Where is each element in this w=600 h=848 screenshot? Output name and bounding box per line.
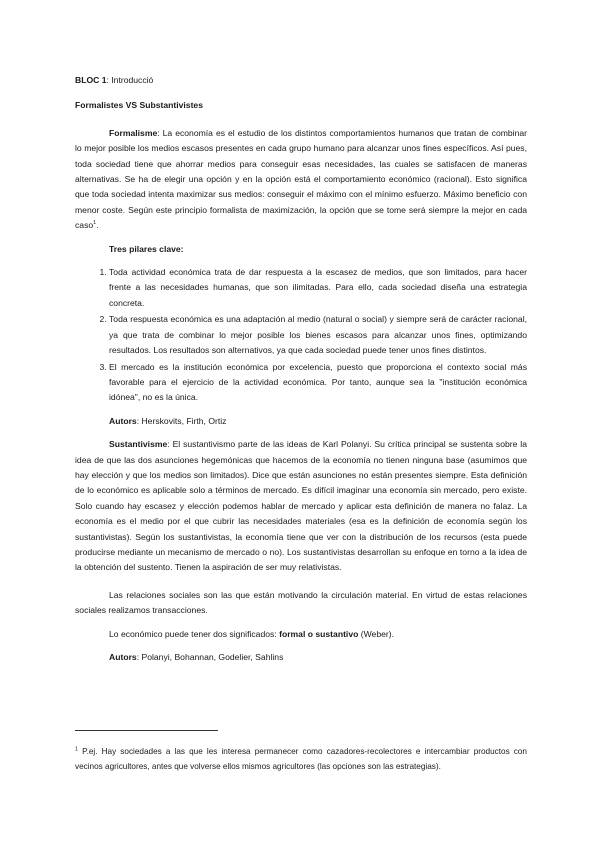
block-title bbox=[75, 73, 527, 88]
formalism-end: . bbox=[96, 220, 99, 231]
substantivism-text: : El sustantivismo parte de las ideas de Karl Polanyi. Su crítica principal se sustenta sobre la idea de que las dos asunciones hegemónicas que hacemos de la economía no tienen ninguna base (asumimos que hay elección y que los medios son limitados). Dice que están asunciones no están presentes siempre. Esta definición de lo económico es aplicable solo a términos de mercado. Es difícil imaginar una economía sin mercado, pero existe. Solo cuando hay escasez y elección podemos hablar de mercado y aplicar esta definición de manera no falaz. La economía es el medio por el que cubrir las necesidades materiales (esa es la definición de economía según los sustantivistas). Según los sustantivistas, la economía tiene que ver con la distribución de los recursos (esta puede producirse mediante un mecanismo de mercado o no). Los sustantivistas desarrollan su enfoque en torno a la idea de la obtención del sustento. Tienen la aspiración de ser muy relativistas. bbox=[75, 439, 527, 573]
subst-authors-names: : Polanyi, Bohannan, Godelier, Sahlins bbox=[136, 652, 284, 662]
pillars-list bbox=[75, 265, 527, 406]
meanings-prefix: Lo económico puede tener dos significados: bbox=[109, 628, 280, 639]
footnote-reference[interactable]: 1 bbox=[93, 220, 97, 227]
footnote-text: P.ej. Hay sociedades a las que les interesa permanecer como cazadores-recolectores e intercambiar productos con vecinos agricultores, antes que volverse ellos mismos agricultores (las opciones son las estrategias). bbox=[75, 747, 527, 771]
document-body bbox=[75, 73, 527, 673]
meanings-suffix: (Weber). bbox=[358, 628, 394, 639]
formalism-lead: Formalisme bbox=[109, 127, 158, 138]
substantivism-lead: Sustantivisme bbox=[109, 439, 168, 450]
subst-authors-label: Autors bbox=[109, 652, 137, 662]
substantivism-paragraph bbox=[75, 437, 527, 576]
formal-authors-label: Autors bbox=[109, 415, 137, 426]
formal-authors-names: : Herskovits, Firth, Ortiz bbox=[136, 415, 227, 426]
meanings-bold: formal o sustantivo bbox=[279, 628, 359, 639]
block-label: BLOC 1 bbox=[75, 75, 107, 85]
meanings-line bbox=[109, 627, 527, 642]
pillar-item-3: 3. El mercado es la institución económica por excelencia, puesto que proporciona el contexto social más favorable para el ejercicio de la actividad económica. Por tanto, aunque sea la "institución económica idónea", no es la única. bbox=[109, 360, 527, 406]
formalism-text: : La economía es el estudio de los distintos comportamientos humanos que tratan de combinar lo mejor posible los medios escasos presentes en cada grupo humano para alcanzar unos fines específicos. Así pues, toda sociedad tiene que ahorrar medios para conseguir esas necesidades, las cuales se satisfacen de maneras alternativas. Se ha de elegir una opción y en la opción está el comportamiento económico (racional). Esto significa que toda sociedad intenta maximizar sus medios: conseguir el máximo con el mínimo esfuerzo. Máximo beneficio con menor coste. Según este principio formalista de maximización, la opción que se tome será siempre la mejor en cada caso bbox=[75, 127, 527, 231]
pillars-heading: Tres pilares clave: bbox=[109, 243, 184, 254]
formal-authors bbox=[109, 414, 527, 429]
footnote-divider bbox=[75, 730, 218, 731]
subst-authors bbox=[109, 650, 527, 665]
formalism-paragraph bbox=[75, 126, 527, 234]
relations-paragraph: Las relaciones sociales son las que están motivando la circulación material. En virtud de estas relaciones sociales realizamos transacciones. bbox=[75, 589, 527, 616]
section-title: Formalistes VS Substantivistes bbox=[75, 100, 203, 111]
pillar-item-1: 1. Toda actividad económica trata de dar respuesta a la escasez de medios, que son limitados, para hacer frente a las necesidades humanas, que son ilimitadas. Para ello, cada sociedad diseña una estrategia concreta. bbox=[109, 265, 527, 311]
footnote bbox=[75, 745, 527, 774]
footnote-mark: 1 bbox=[75, 746, 79, 753]
pillar-item-2: 2. Toda respuesta económica es una adaptación al medio (natural o social) y siempre será de carácter racional, ya que trata de combinar lo mejor posible los bienes escasos para alcanzar unos fines, optimizando resultados. Los resultados son alternativos, ya que cada sociedad puede tener unos fines distintos. bbox=[109, 312, 527, 358]
block-title-rest: : Introducció bbox=[106, 75, 154, 85]
